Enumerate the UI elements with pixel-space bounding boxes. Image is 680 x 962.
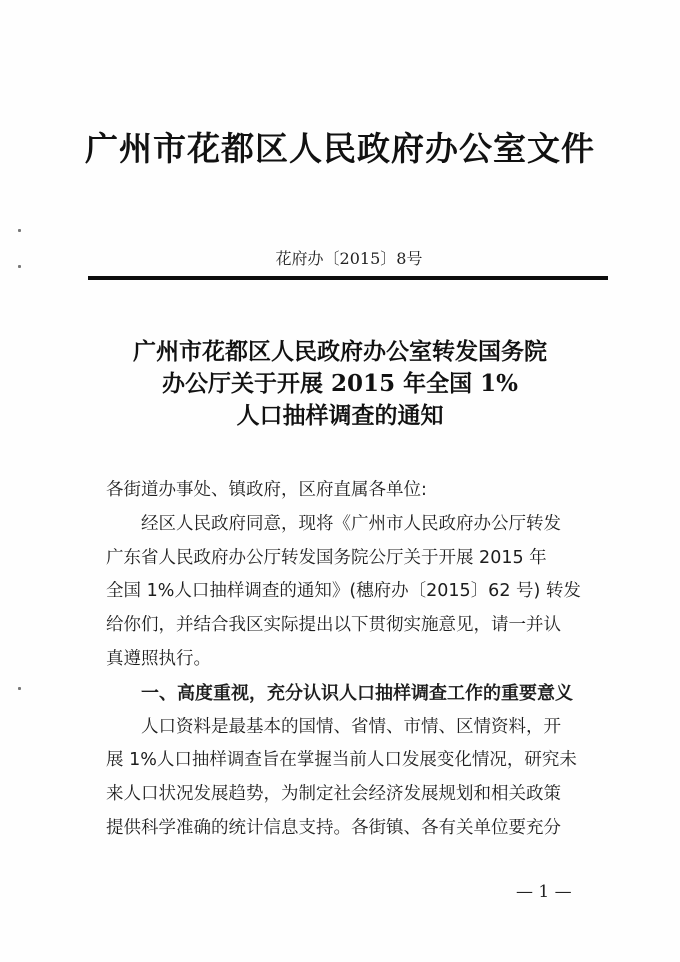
scan-speck bbox=[18, 229, 21, 232]
body-line: 提供科学准确的统计信息支持。各街镇、各有关单位要充分 bbox=[106, 817, 561, 838]
notice-title-line: 办公厅关于开展 2015 年全国 1% bbox=[162, 370, 518, 397]
body-line: 经区人民政府同意，现将《广州市人民政府办公厅转发 bbox=[141, 513, 561, 534]
notice-title-line: 广州市花都区人民政府办公室转发国务院 bbox=[133, 338, 547, 365]
body-line: 真遵照执行。 bbox=[106, 648, 211, 669]
issuer-header: 广州市花都区人民政府办公室文件 bbox=[85, 129, 595, 168]
page-number: — 1 — bbox=[516, 882, 572, 902]
body-line: 全国 1%人口抽样调查的通知》(穗府办〔2015〕62 号) 转发 bbox=[106, 581, 581, 602]
scan-speck bbox=[18, 687, 21, 690]
notice-title bbox=[0, 336, 680, 432]
body-text bbox=[106, 474, 606, 846]
body-line: 给你们，并结合我区实际提出以下贯彻实施意见，请一并认 bbox=[106, 615, 561, 636]
body-line: 来人口状况发展趋势，为制定社会经济发展规划和相关政策 bbox=[106, 784, 561, 805]
document-number: 花府办〔2015〕8号 bbox=[275, 249, 423, 268]
body-line: 广东省人民政府办公厅转发国务院公厅关于开展 2015 年 bbox=[106, 547, 547, 568]
body-line: 人口资料是最基本的国情、省情、市情、区情资料，开 bbox=[141, 716, 561, 737]
notice-title-line: 人口抽样调查的通知 bbox=[236, 402, 444, 429]
section-heading: 一、高度重视，充分认识人口抽样调查工作的重要意义 bbox=[141, 682, 573, 704]
body-line: 展 1%人口抽样调查旨在掌握当前人口发展变化情况，研究未 bbox=[106, 750, 577, 771]
salutation-line: 各街道办事处、镇政府，区府直属各单位: bbox=[106, 480, 427, 500]
header-divider-rule bbox=[88, 276, 608, 280]
